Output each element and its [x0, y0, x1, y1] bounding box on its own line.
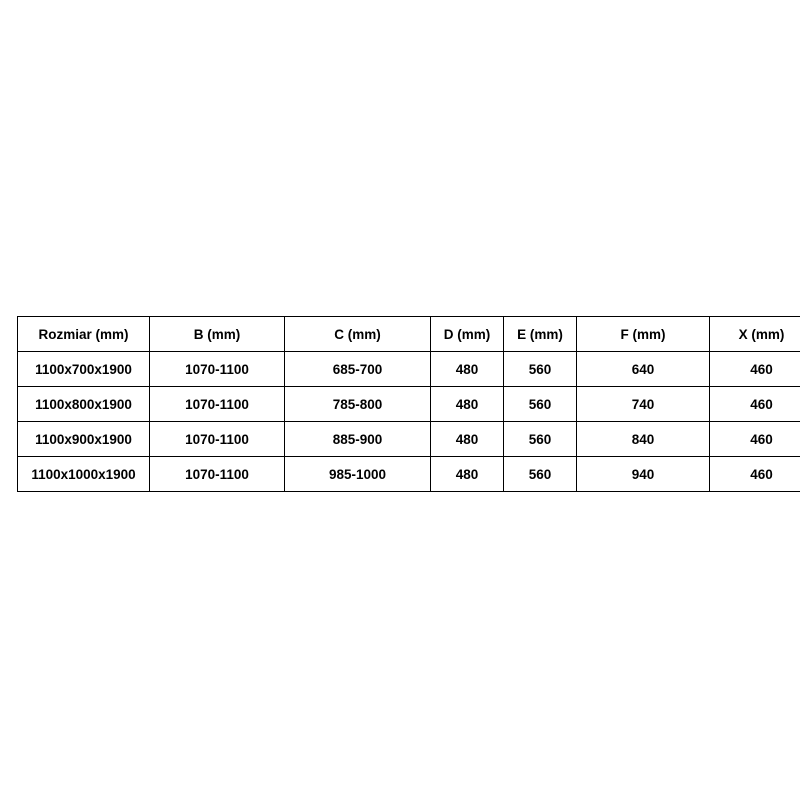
cell-x: 460 [710, 457, 800, 492]
column-header-x: X (mm) [710, 317, 800, 352]
cell-x: 460 [710, 352, 800, 387]
cell-rozmiar: 1100x700x1900 [18, 352, 150, 387]
column-header-d: D (mm) [431, 317, 504, 352]
cell-f: 940 [577, 457, 710, 492]
column-header-c: C (mm) [285, 317, 431, 352]
table-row [18, 352, 800, 387]
cell-c: 685-700 [285, 352, 431, 387]
cell-x: 460 [710, 387, 800, 422]
cell-c: 985-1000 [285, 457, 431, 492]
table-row [18, 387, 800, 422]
cell-rozmiar: 1100x1000x1900 [18, 457, 150, 492]
column-header-f: F (mm) [577, 317, 710, 352]
cell-b: 1070-1100 [150, 457, 285, 492]
cell-d: 480 [431, 457, 504, 492]
cell-x: 460 [710, 422, 800, 457]
table-row [18, 422, 800, 457]
column-header-b: B (mm) [150, 317, 285, 352]
cell-rozmiar: 1100x900x1900 [18, 422, 150, 457]
column-header-rozmiar: Rozmiar (mm) [18, 317, 150, 352]
size-table-container [17, 316, 783, 492]
cell-e: 560 [504, 422, 577, 457]
cell-b: 1070-1100 [150, 422, 285, 457]
cell-d: 480 [431, 422, 504, 457]
cell-e: 560 [504, 387, 577, 422]
cell-f: 740 [577, 387, 710, 422]
cell-d: 480 [431, 387, 504, 422]
table-header [18, 317, 800, 352]
cell-b: 1070-1100 [150, 387, 285, 422]
cell-c: 885-900 [285, 422, 431, 457]
table-body [18, 352, 800, 492]
cell-b: 1070-1100 [150, 352, 285, 387]
cell-rozmiar: 1100x800x1900 [18, 387, 150, 422]
column-header-e: E (mm) [504, 317, 577, 352]
table-header-row [18, 317, 800, 352]
dimensions-table [17, 316, 800, 492]
cell-e: 560 [504, 352, 577, 387]
cell-e: 560 [504, 457, 577, 492]
cell-d: 480 [431, 352, 504, 387]
table-row [18, 457, 800, 492]
cell-f: 640 [577, 352, 710, 387]
cell-f: 840 [577, 422, 710, 457]
cell-c: 785-800 [285, 387, 431, 422]
